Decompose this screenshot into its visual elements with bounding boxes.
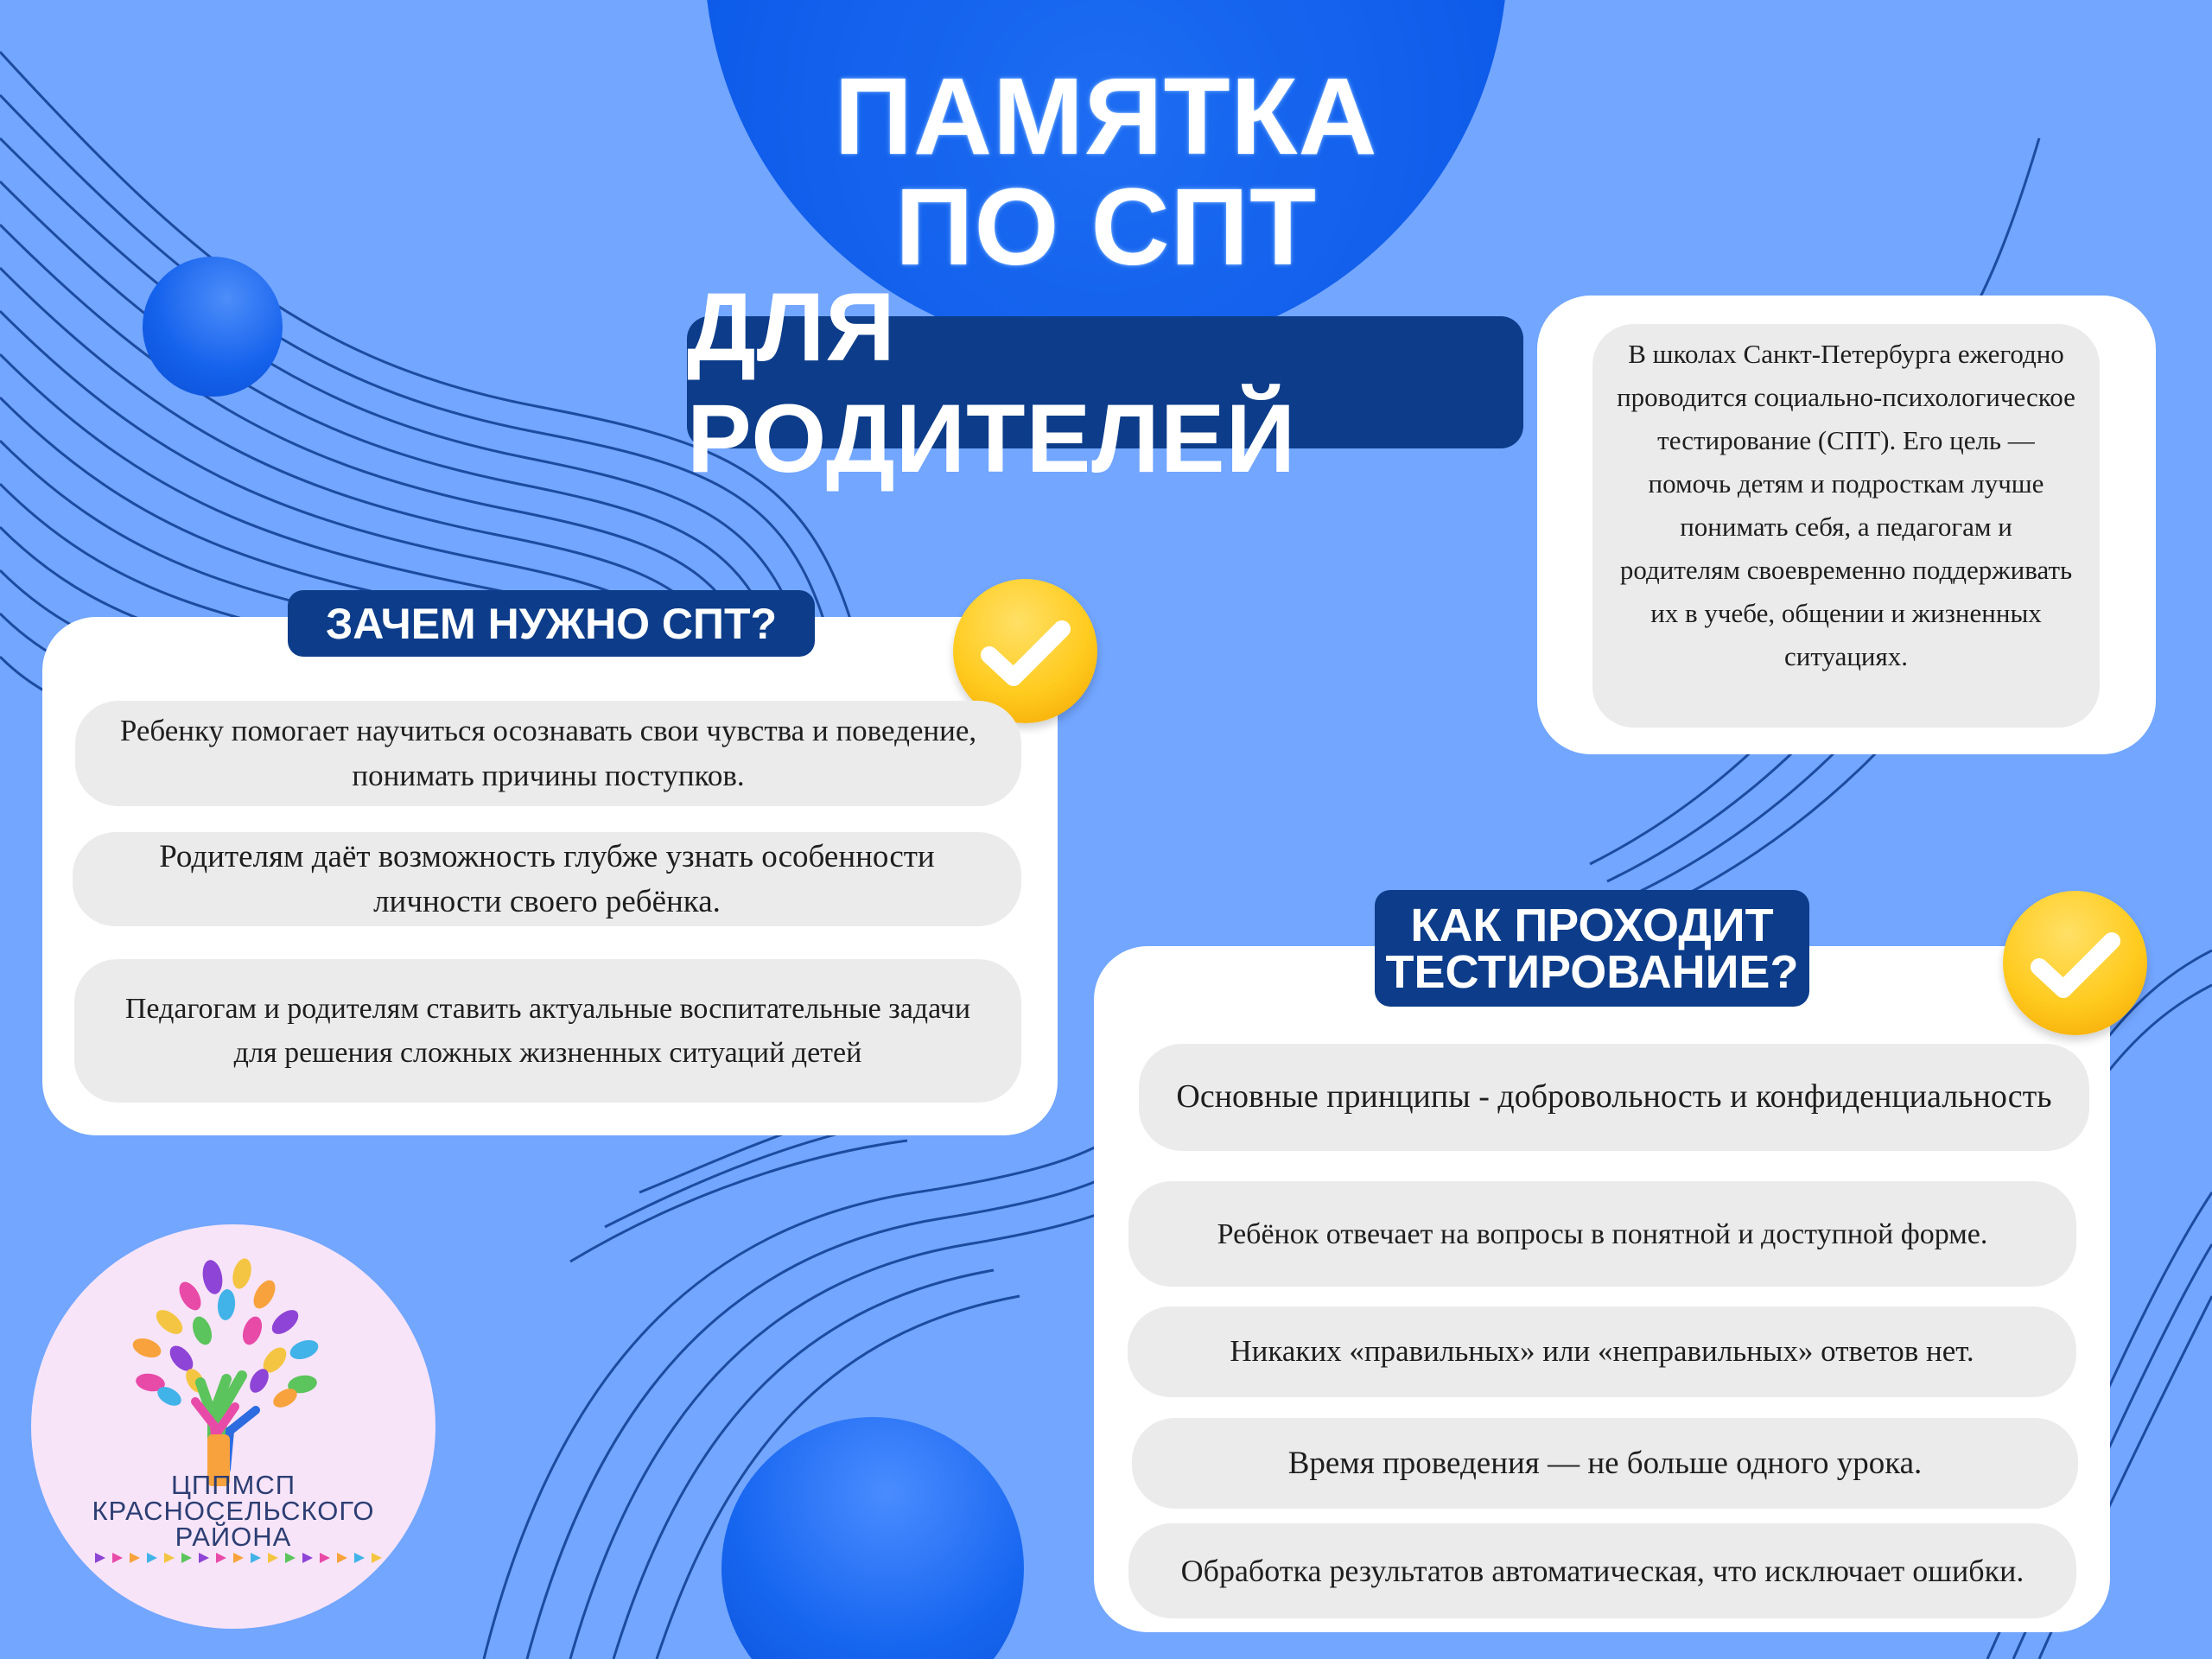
logo-line2: КРАСНОСЕЛЬСКОГО	[92, 1496, 375, 1526]
subtitle-badge: ДЛЯ РОДИТЕЛЕЙ	[687, 316, 1523, 448]
why-item-2: Родителям даёт возможность глубже узнать особенности личности своего ребёнка.	[73, 832, 1021, 926]
logo-line1: ЦППМСП	[171, 1470, 296, 1500]
how-item-2: Ребёнок отвечает на вопросы в понятной и доступной форме.	[1128, 1181, 2076, 1287]
logo-line3: РАЙОНА	[175, 1522, 292, 1552]
how-heading-line1: КАК ПРОХОДИТ	[1410, 899, 1774, 951]
why-item-1: Ребенку помогает научиться осознавать свои чувства и поведение, понимать причины поступков.	[75, 701, 1021, 806]
page-title-line2: ПО СПТ	[894, 166, 1318, 288]
how-item-4: Время проведения — не больше одного урока.	[1132, 1418, 2078, 1509]
how-item-1: Основные принципы - добровольность и конфиденциальность	[1139, 1044, 2089, 1151]
why-heading: ЗАЧЕМ НУЖНО СПТ?	[288, 590, 815, 657]
how-heading-line2: ТЕСТИРОВАНИЕ?	[1385, 945, 1799, 998]
page-title-line1: ПАМЯТКА	[834, 55, 1378, 177]
how-item-5: Обработка результатов автоматическая, что исключает ошибки.	[1128, 1523, 2076, 1618]
why-item-3: Педагогам и родителям ставить актуальные воспитательные задачи для решения сложных жизненных ситуаций детей	[74, 959, 1021, 1103]
intro-text: В школах Санкт-Петербурга ежегодно проводится социально-психологическое тестирование (СПТ). Его цель — помочь детям и подросткам лучше понимать себя, а педагогам и родителям своевременно поддерживать их в учебе, общении и жизненных ситуациях.	[1592, 324, 2100, 728]
how-item-3: Никаких «правильных» или «неправильных» ответов нет.	[1128, 1306, 2076, 1397]
